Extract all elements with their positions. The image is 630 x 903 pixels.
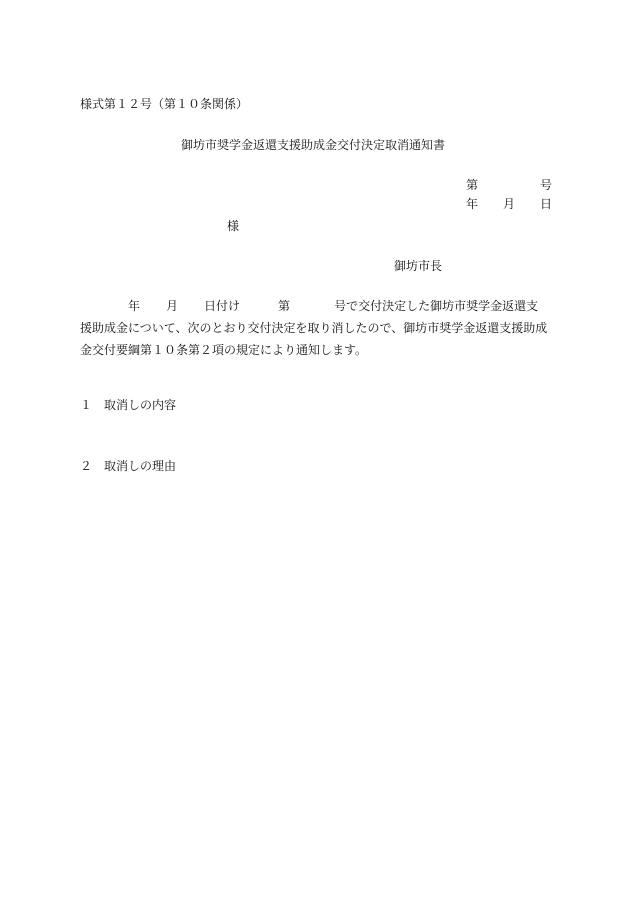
form-number-label: 様式第１２号（第１０条関係） xyxy=(80,97,249,111)
date-month-label: 月 xyxy=(503,197,516,211)
body-line-1-text: 号で交付決定した御坊市奨学金返還支 xyxy=(334,299,539,313)
body-year-label: 年 xyxy=(128,299,141,313)
section-cancellation-content xyxy=(80,398,176,412)
section-number: ２ xyxy=(80,459,93,473)
section-label: 取消しの内容 xyxy=(104,398,177,412)
body-month-label: 月 xyxy=(166,299,179,313)
body-line-2: 援助成金について、次のとおり交付決定を取り消したので、御坊市奨学金返還支援助成 xyxy=(80,321,548,335)
document-title: 御坊市奨学金返還支援助成金交付決定取消通知書 xyxy=(181,138,446,152)
body-line-3: 金交付要綱第１０条第２項の規定により通知します。 xyxy=(80,343,368,357)
document-number-suffix: 号 xyxy=(540,178,553,192)
section-number: １ xyxy=(80,398,93,412)
body-line-1 xyxy=(80,295,562,317)
document-number-prefix: 第 xyxy=(466,178,479,192)
sender-name: 御坊市長 xyxy=(394,259,443,273)
notice-body xyxy=(80,295,562,361)
body-dated-label: 日付け xyxy=(204,299,241,313)
date-day-label: 日 xyxy=(540,197,553,211)
section-cancellation-reason xyxy=(80,459,176,473)
section-label: 取消しの理由 xyxy=(104,459,177,473)
body-number-prefix: 第 xyxy=(278,299,291,313)
date-year-label: 年 xyxy=(466,197,479,211)
addressee-honorific: 様 xyxy=(227,219,240,233)
